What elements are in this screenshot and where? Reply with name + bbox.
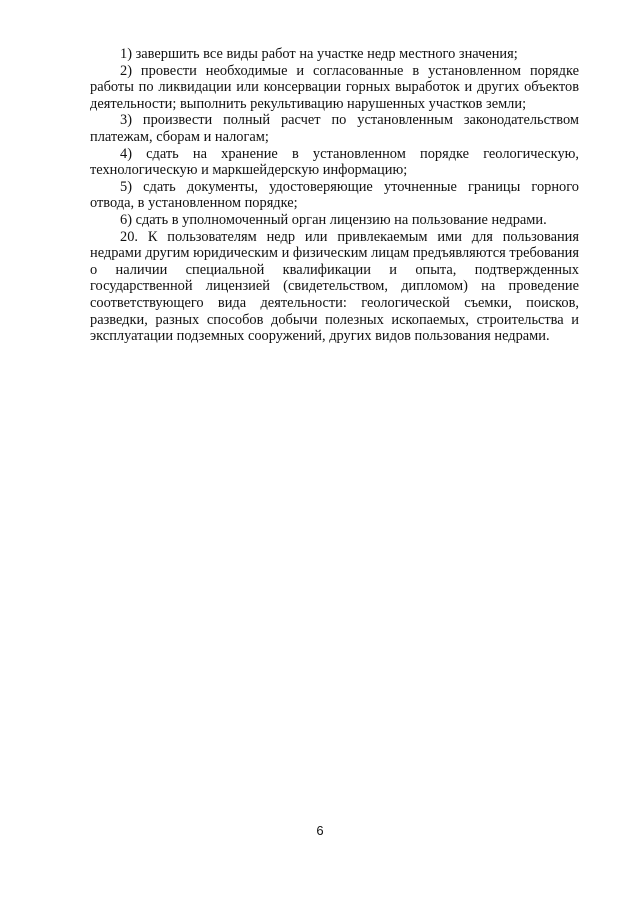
paragraph-item-5: 5) сдать документы, удостоверяющие уточненные границы горного отвода, в установленном порядке; — [90, 178, 579, 212]
paragraph-item-3: 3) произвести полный расчет по установленным законодательством платежам, сборам и налогам; — [90, 112, 579, 145]
paragraph-item-6: 6) сдать в уполномоченный орган лицензию на пользование недрами. — [120, 211, 547, 228]
paragraph-item-1: 1) завершить все виды работ на участке недр местного значения; — [120, 46, 518, 62]
paragraph-item-4: 4) сдать на хранение в установленном порядке геологическую, технологическую и маркшейдерскую информацию; — [90, 145, 579, 179]
page-number: 6 — [316, 823, 324, 838]
paragraph-item-2: 2) провести необходимые и согласованные в установленном порядке работы по ликвидации или консервации горных выработок и других объектов деятельности; выполнить рекультивацию нарушенных участков земли; — [90, 62, 579, 112]
paragraph-clause-20: 20. К пользователям недр или привлекаемым ими для пользования недрами другим юридическим и физическим лицам предъявляются требования о наличии специальной квалификации и опыта, подтвержденных государственной лицензией (свидетельством, дипломом) на проведение соответствующего вида деятельности: геологической съемки, поисков, разведки, разных способов добычи полезных ископаемых, строительства и эксплуатации подземных сооружений, других видов пользования недрами. — [90, 228, 579, 345]
document-body — [90, 46, 579, 345]
